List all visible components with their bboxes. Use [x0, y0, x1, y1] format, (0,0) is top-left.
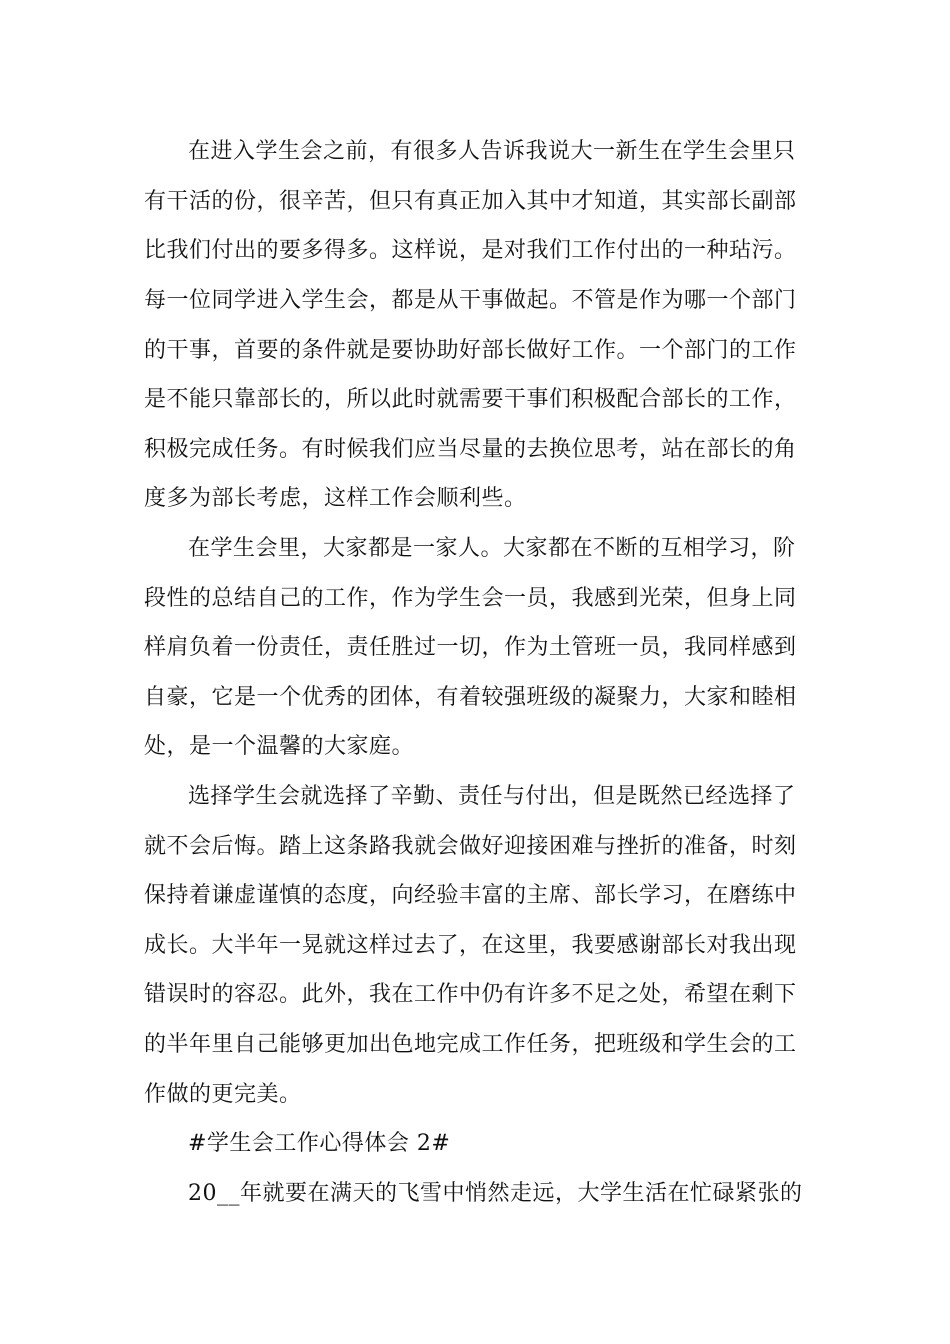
text-line: 成长。大半年一晃就这样过去了，在这里，我要感谢部长对我出现 [144, 933, 797, 958]
text-line: 的干事，首要的条件就是要协助好部长做好工作。一个部门的工作 [144, 338, 797, 363]
text-line: 选择学生会就选择了辛勤、责任与付出，但是既然已经选择了 [188, 784, 796, 809]
text-line: 每一位同学进入学生会，都是从干事做起。不管是作为哪一个部门 [144, 288, 797, 313]
text-line: 度多为部长考虑，这样工作会顺利些。 [144, 486, 527, 511]
text-line: 自豪，它是一个优秀的团体，有着较强班级的凝聚力，大家和睦相 [144, 685, 797, 710]
text-line: 是不能只靠部长的，所以此时就需要干事们积极配合部长的工作， [144, 387, 797, 412]
text-line: 处，是一个温馨的大家庭。 [144, 734, 415, 759]
text-line: 在学生会里，大家都是一家人。大家都在不断的互相学习，阶 [188, 536, 796, 561]
text-line: 在进入学生会之前，有很多人告诉我说大一新生在学生会里只 [188, 139, 796, 164]
section-heading: #学生会工作心得体会 2# [188, 1131, 451, 1156]
text-line: 就不会后悔。踏上这条路我就会做好迎接困难与挫折的准备，时刻 [144, 834, 797, 859]
text-line: 的半年里自己能够更加出色地完成工作任务，把班级和学生会的工 [144, 1032, 797, 1057]
text-line: 保持着谦虚谨慎的态度，向经验丰富的主席、部长学习，在磨练中 [144, 883, 797, 908]
text-line: 错误时的容忍。此外，我在工作中仍有许多不足之处，希望在剩下 [144, 982, 797, 1007]
text-line: 20__年就要在满天的飞雪中悄然走远，大学生活在忙碌紧张的 [188, 1181, 803, 1206]
text-line: 作做的更完美。 [144, 1082, 302, 1107]
text-line: 段性的总结自己的工作，作为学生会一员，我感到光荣，但身上同 [144, 586, 797, 611]
text-line: 比我们付出的要多得多。这样说，是对我们工作付出的一种玷污。 [144, 238, 797, 263]
text-line: 样肩负着一份责任，责任胜过一切，作为土管班一员，我同样感到 [144, 635, 797, 660]
text-line: 有干活的份，很辛苦，但只有真正加入其中才知道，其实部长副部 [144, 189, 797, 214]
text-line: 积极完成任务。有时候我们应当尽量的去换位思考，站在部长的角 [144, 437, 797, 462]
